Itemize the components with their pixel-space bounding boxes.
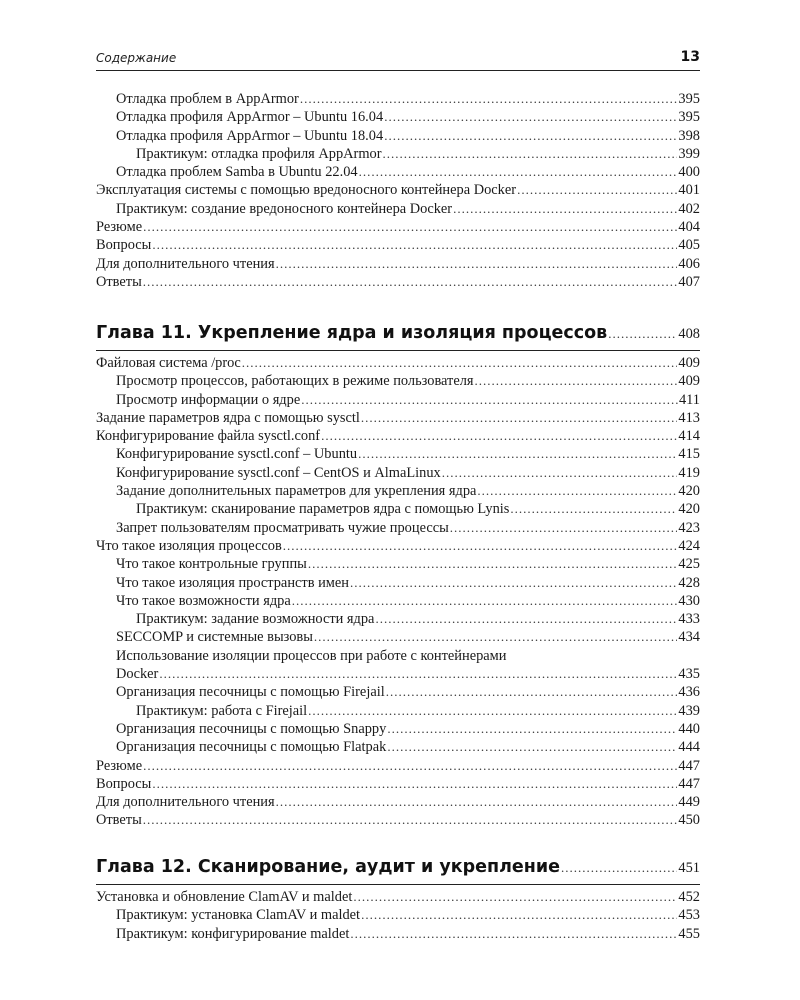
leader-dots (608, 319, 677, 349)
toc-entry[interactable] (96, 720, 700, 738)
toc-entry-page: 447 (678, 775, 700, 792)
leader-dots (386, 683, 678, 701)
toc-entry-title: Запрет пользователям просматривать чужие процессы (116, 519, 449, 536)
toc-entry-page: 415 (678, 446, 700, 463)
toc-entry-title: Отладка профиля AppArmor – Ubuntu 16.04 (116, 109, 384, 126)
chapter-rule (96, 350, 700, 351)
toc-entry[interactable] (96, 372, 700, 390)
toc-entry-page: 428 (678, 574, 700, 591)
toc-entry-title: Организация песочницы с помощью Firejail (116, 684, 385, 701)
toc-entry-page: 447 (678, 757, 700, 774)
toc-entry-title: Что такое контрольные группы (116, 556, 307, 573)
toc-entry-page: 452 (678, 889, 700, 905)
chapter-title: Глава 12. Сканирование, аудит и укрепление (96, 857, 561, 877)
leader-dots (314, 628, 678, 646)
toc-entry-title: Вопросы (96, 775, 152, 792)
toc-entry-page: 398 (678, 127, 700, 144)
toc-entry-title: Просмотр процессов, работающих в режиме пользователя (116, 373, 474, 390)
toc-entry-title: Практикум: сканирование параметров ядра с помощью Lynis (136, 501, 510, 518)
toc-entry[interactable] (96, 255, 700, 273)
leader-dots (308, 555, 678, 573)
toc-entry-title: SECCOMP и системные вызовы (116, 629, 313, 646)
leader-dots (300, 90, 678, 108)
leader-dots (375, 610, 677, 628)
toc-entry-title: Отладка проблем Samba в Ubuntu 22.04 (116, 164, 358, 181)
toc-entry-title: Отладка профиля AppArmor – Ubuntu 18.04 (116, 127, 384, 144)
toc-entry-page: 436 (678, 684, 700, 701)
toc-entry[interactable] (96, 757, 700, 775)
toc-entry-title: Конфигурирование файла sysctl.conf (96, 428, 321, 445)
toc-entry[interactable] (96, 738, 700, 756)
toc-entry-page: 395 (678, 91, 700, 107)
toc-entry-page: 401 (678, 182, 700, 199)
leader-dots (292, 592, 678, 610)
leader-dots (152, 775, 677, 793)
toc-list (96, 90, 700, 291)
toc-entry-title: Практикум: задание возможности ядра (136, 611, 375, 628)
toc-entry[interactable] (96, 464, 700, 482)
toc-entry-page: 409 (678, 355, 700, 371)
toc-entry-page: 419 (678, 464, 700, 481)
toc-entry-page: 409 (678, 373, 700, 390)
toc-entry[interactable] (96, 628, 700, 646)
leader-dots (475, 372, 678, 390)
toc-entry[interactable] (96, 127, 700, 145)
toc-entry-title: Задание дополнительных параметров для укрепления ядра (116, 483, 477, 500)
toc-entry-page: 444 (678, 739, 700, 756)
toc-entry[interactable] (96, 482, 700, 500)
toc-entry-page: 433 (678, 611, 700, 628)
toc-list (96, 354, 700, 647)
toc-entry-title: Вопросы (96, 237, 152, 254)
toc-entry-title: Конфигурирование sysctl.conf – Ubuntu (116, 446, 358, 463)
toc-entry[interactable] (96, 906, 700, 924)
toc-entry-page: 414 (678, 428, 700, 445)
toc-entry[interactable] (96, 888, 700, 906)
leader-dots (143, 273, 678, 291)
toc-entry[interactable] (96, 236, 700, 254)
toc-entry-page: 407 (678, 273, 700, 290)
toc-entry[interactable] (96, 665, 700, 683)
toc-entry[interactable] (96, 354, 700, 372)
toc-entry-page: 439 (678, 702, 700, 719)
toc-entry[interactable] (96, 218, 700, 236)
toc-entry-title: Практикум: отладка профиля AppArmor (136, 145, 382, 162)
toc-entry-title: Что такое возможности ядра (116, 592, 291, 609)
toc-entry-page: 434 (678, 629, 700, 646)
leader-dots (383, 145, 678, 163)
leader-dots (450, 519, 678, 537)
leader-dots (442, 464, 678, 482)
toc-entry[interactable] (96, 200, 700, 218)
toc-entry-title: Что такое изоляция процессов (96, 537, 282, 554)
toc-section-1 (96, 90, 700, 291)
toc-entry-wrapped-line1[interactable]: Использование изоляции процессов при работе с контейнерами (116, 647, 507, 664)
toc-entry[interactable] (96, 409, 700, 427)
leader-dots (517, 181, 677, 199)
toc-entry-title: Практикум: конфигурирование maldet (116, 925, 350, 942)
leader-dots (387, 720, 677, 738)
toc-entry[interactable] (96, 610, 700, 628)
toc-entry-title: Резюме (96, 219, 143, 236)
toc-entry[interactable] (96, 445, 700, 463)
toc-entry-page: 405 (678, 237, 700, 254)
leader-dots (361, 409, 677, 427)
toc-entry[interactable] (96, 775, 700, 793)
leader-dots (159, 665, 677, 683)
toc-entry-page: 430 (678, 592, 700, 609)
toc-entry-page: 440 (678, 720, 700, 737)
toc-entry[interactable] (96, 683, 700, 701)
toc-entry[interactable] (96, 391, 700, 409)
toc-entry-page: 453 (678, 907, 700, 924)
toc-entry-title: Файловая система /proc (96, 355, 241, 371)
toc-entry-title: Docker (116, 666, 159, 683)
leader-dots (242, 354, 678, 372)
toc-entry[interactable] (96, 925, 700, 943)
toc-entry-title: Практикум: установка ClamAV и maldet (116, 907, 361, 924)
toc-entry-title: Для дополнительного чтения (96, 255, 275, 272)
page-number: 13 (680, 49, 700, 65)
toc-entry[interactable] (96, 702, 700, 720)
toc-entry-page: 420 (678, 483, 700, 500)
toc-entry[interactable] (96, 427, 700, 445)
toc-entry[interactable] (96, 273, 700, 291)
toc-entry-page: 425 (678, 556, 700, 573)
toc-entry-page: 424 (678, 537, 700, 554)
toc-entry-page: 420 (678, 501, 700, 518)
leader-dots (276, 793, 678, 811)
toc-entry-title: Ответы (96, 273, 142, 290)
toc-entry[interactable] (96, 555, 700, 573)
toc-entry[interactable] (96, 537, 700, 555)
toc-entry-page: 406 (678, 255, 700, 272)
toc-entry[interactable] (96, 90, 700, 108)
toc-entry-title: Резюме (96, 757, 143, 774)
chapter-heading[interactable] (96, 318, 700, 348)
toc-entry-page: 423 (678, 519, 700, 536)
leader-dots (143, 757, 677, 775)
toc-entry[interactable] (96, 793, 700, 811)
running-header (96, 48, 700, 71)
toc-entry-title: Что такое изоляция пространств имен (116, 574, 349, 591)
leader-dots (384, 127, 677, 145)
toc-entry-title: Задание параметров ядра с помощью sysctl (96, 409, 360, 426)
toc-entry[interactable] (96, 592, 700, 610)
leader-dots (152, 236, 677, 254)
leader-dots (143, 218, 677, 236)
toc-entry-page: 435 (678, 666, 700, 683)
toc-entry-title: Просмотр информации о ядре (116, 391, 301, 408)
toc-entry[interactable] (96, 811, 700, 829)
leader-dots (359, 163, 678, 181)
chapter-title: Глава 11. Укрепление ядра и изоляция процессов (96, 323, 608, 343)
leader-dots (276, 255, 678, 273)
chapter-heading[interactable] (96, 852, 700, 882)
leader-dots (350, 925, 677, 943)
toc-entry[interactable] (96, 163, 700, 181)
toc-list (96, 888, 700, 943)
leader-dots (453, 200, 677, 218)
leader-dots (510, 500, 677, 518)
toc-entry-title: Ответы (96, 812, 142, 829)
leader-dots (361, 906, 677, 924)
toc-entry-title: Эксплуатация системы с помощью вредоносного контейнера Docker (96, 182, 517, 199)
toc-entry-title: Отладка проблем в AppArmor (116, 91, 299, 107)
toc-entry[interactable] (96, 145, 700, 163)
toc-entry[interactable] (96, 108, 700, 126)
leader-dots (321, 427, 677, 445)
toc-entry-page: 450 (678, 812, 700, 829)
chapter-page: 451 (678, 860, 700, 876)
leader-dots (384, 108, 677, 126)
toc-entry-title: Практикум: создание вредоносного контейнера Docker (116, 200, 453, 217)
toc-entry-title: Организация песочницы с помощью Flatpak (116, 739, 387, 756)
toc-entry-page: 395 (678, 109, 700, 126)
leader-dots (350, 574, 677, 592)
toc-entry-title: Установка и обновление ClamAV и maldet (96, 889, 353, 905)
toc-entry[interactable] (96, 181, 700, 199)
toc-entry-page: 449 (678, 794, 700, 811)
chapter-11 (96, 318, 700, 830)
leader-dots (143, 811, 678, 829)
leader-dots (477, 482, 677, 500)
toc-entry[interactable] (96, 500, 700, 518)
toc-entry-page: 402 (678, 200, 700, 217)
toc-entry-title: Практикум: работа с Firejail (136, 702, 308, 719)
toc-entry-title: Для дополнительного чтения (96, 794, 275, 811)
leader-dots (561, 853, 677, 883)
leader-dots (358, 445, 677, 463)
toc-entry[interactable] (96, 519, 700, 537)
leader-dots (387, 738, 677, 756)
toc-entry[interactable] (96, 574, 700, 592)
toc-entry-page: 404 (678, 219, 700, 236)
toc-entry-page: 399 (678, 145, 700, 162)
toc-entry-page: 455 (678, 925, 700, 942)
chapter-12 (96, 852, 700, 943)
chapter-rule (96, 884, 700, 885)
leader-dots (283, 537, 678, 555)
toc-entry-title: Конфигурирование sysctl.conf – CentOS и AlmaLinux (116, 464, 441, 481)
toc-list (96, 683, 700, 829)
toc-entry-page: 413 (678, 409, 700, 426)
chapter-page: 408 (678, 326, 700, 342)
header-title: Содержание (96, 51, 177, 65)
leader-dots (308, 702, 677, 720)
leader-dots (301, 391, 678, 409)
toc-entry-page: 400 (678, 164, 700, 181)
leader-dots (353, 888, 677, 906)
toc-entry-title: Организация песочницы с помощью Snappy (116, 720, 387, 737)
toc-entry-page: 411 (678, 391, 700, 408)
